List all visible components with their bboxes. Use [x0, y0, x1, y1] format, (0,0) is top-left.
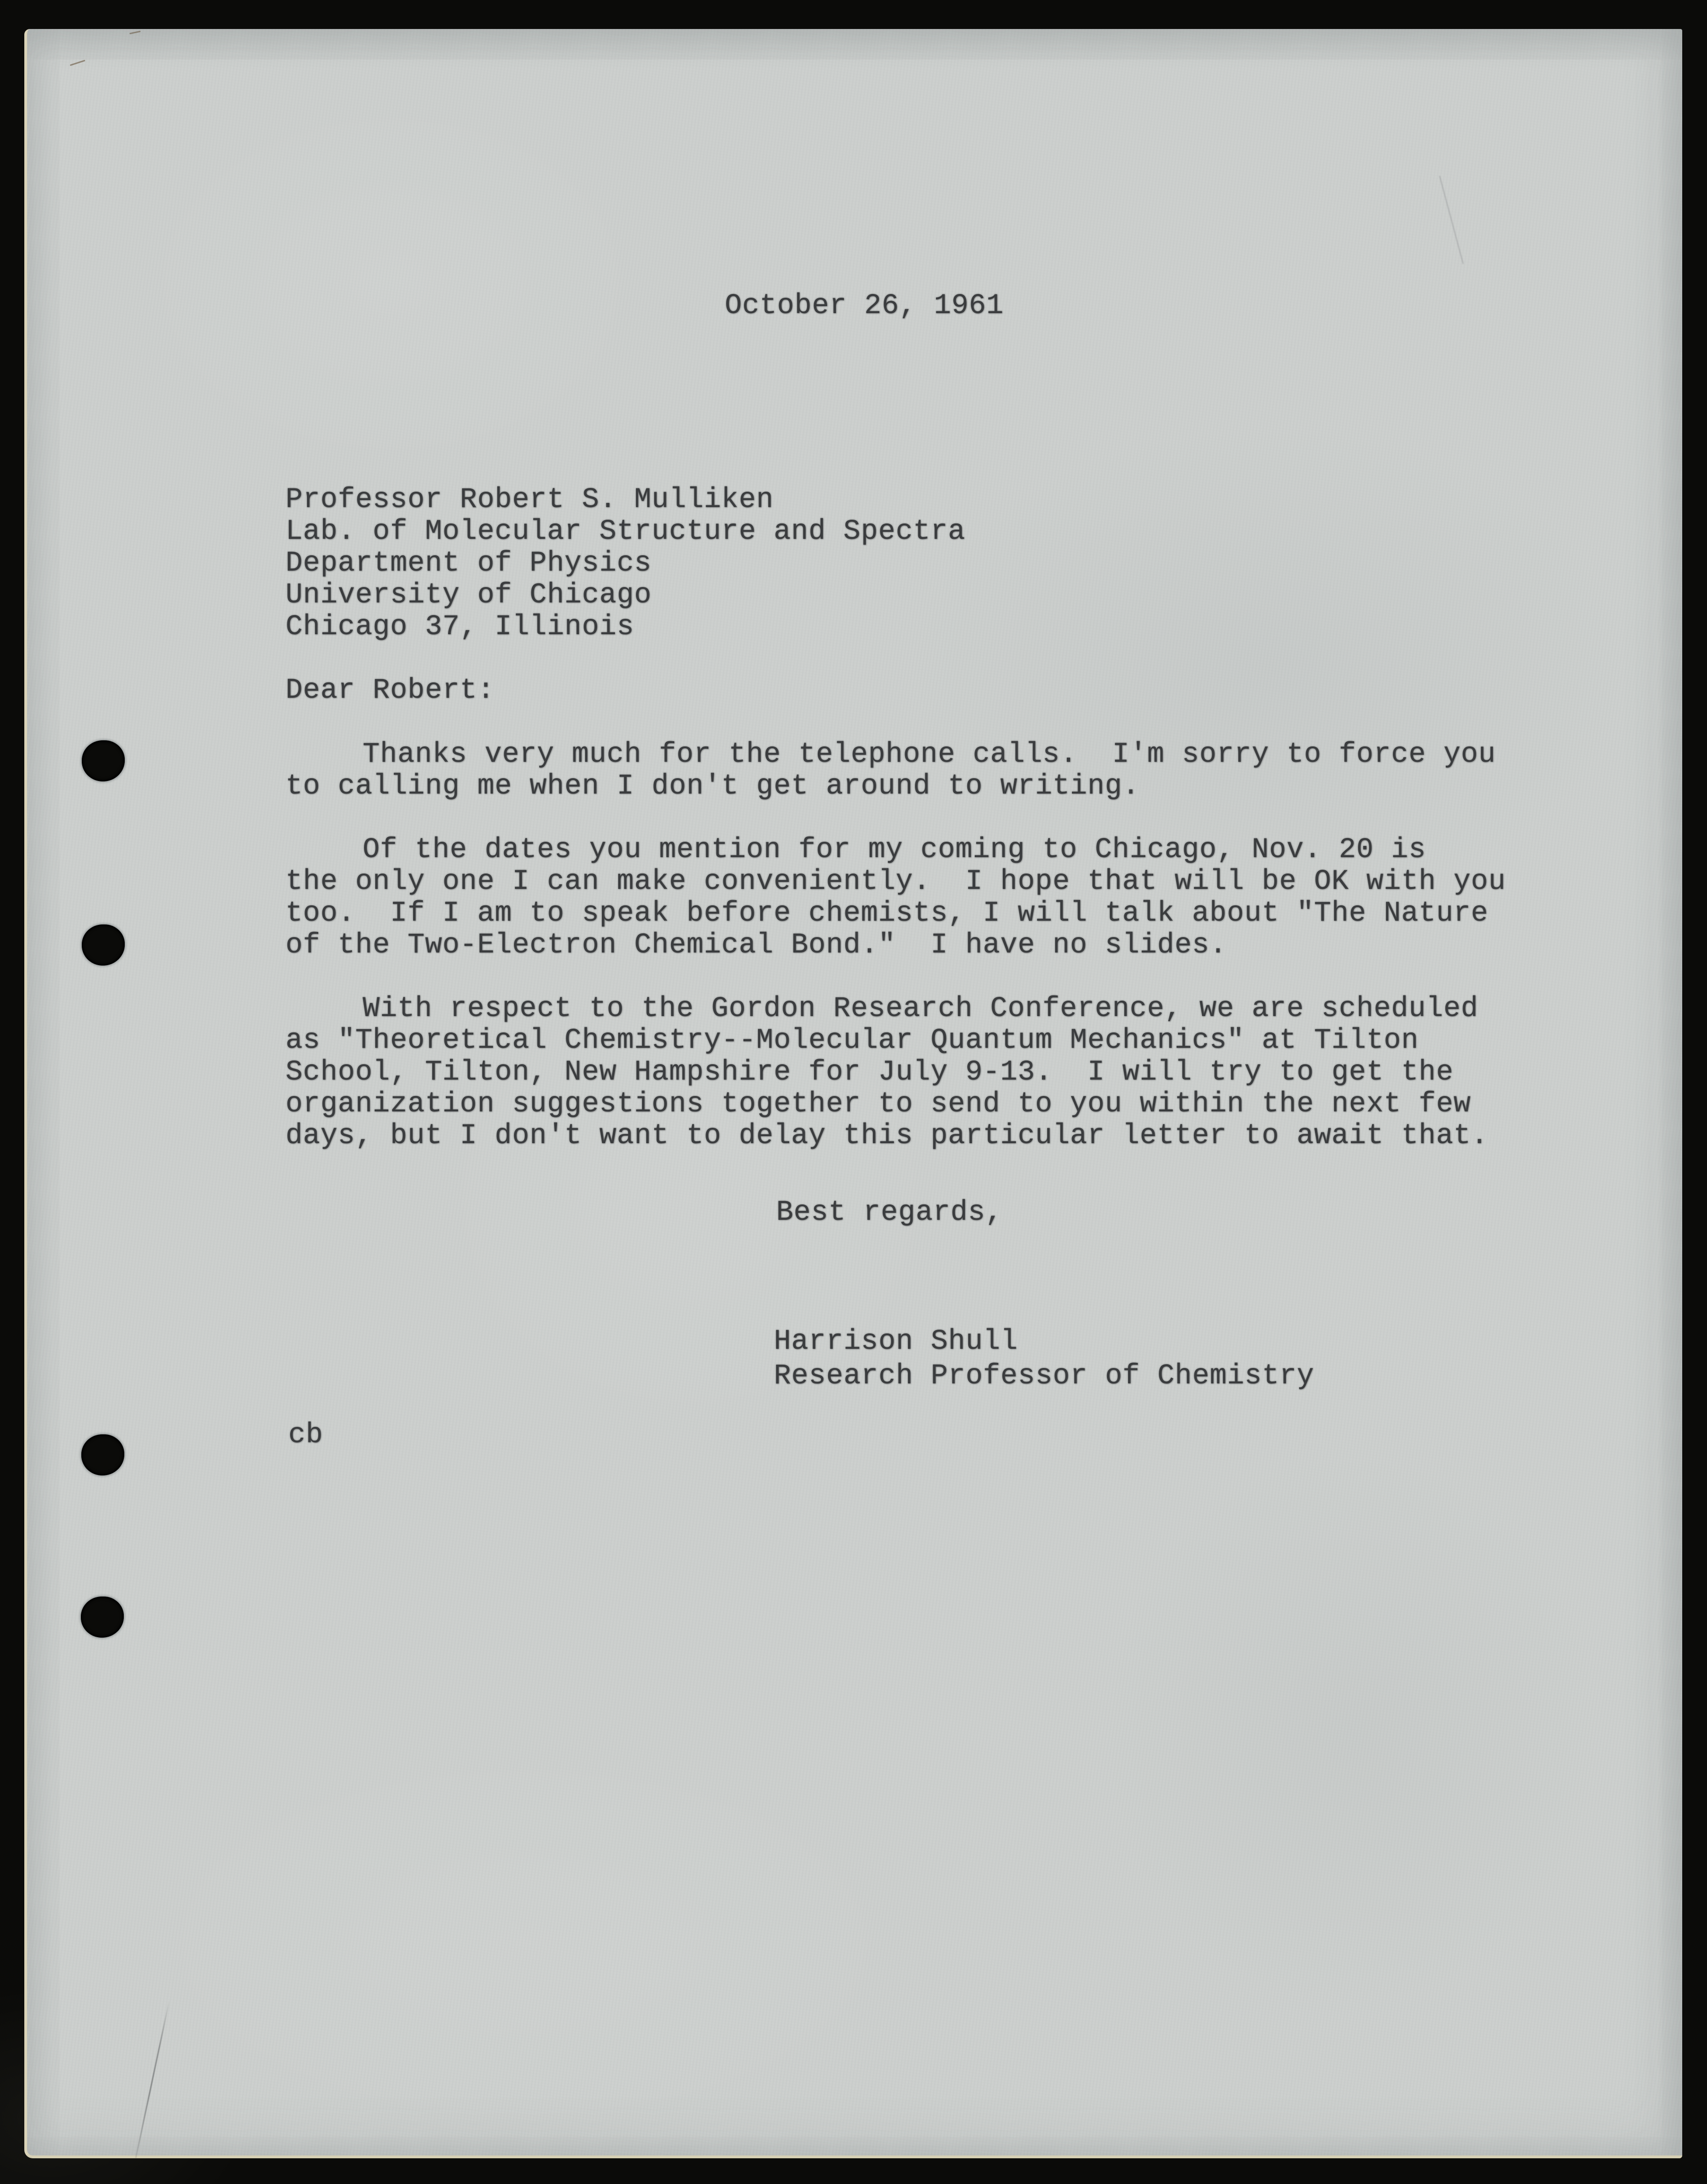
paragraph-line: With respect to the Gordon Research Conference, we are scheduled — [363, 993, 1478, 1025]
signature-block — [774, 1325, 1314, 1394]
paragraph-line: days, but I don't want to delay this particular letter to await that. — [286, 1120, 1489, 1152]
address-line: Department of Physics — [286, 547, 652, 580]
crease-mark-bottom-left — [135, 2000, 170, 2158]
paragraph-line: of the Two-Electron Chemical Bond." I have no slides. — [286, 929, 1227, 961]
crease-mark-top-right — [1439, 176, 1464, 264]
salutation-line: Dear Robert: — [286, 674, 495, 707]
paragraph-line: Of the dates you mention for my coming to Chicago, Nov. 20 is — [363, 834, 1426, 866]
paragraph-line: to calling me when I don't get around to writing. — [286, 770, 1140, 802]
closing-line: Best regards, — [776, 1196, 1003, 1229]
paper-fiber — [70, 60, 85, 66]
date-line: October 26, 1961 — [725, 290, 1004, 322]
address-line: Professor Robert S. Mulliken — [286, 484, 774, 516]
body-paragraph-2 — [286, 834, 1506, 961]
paragraph-line: the only one I can make conveniently. I hope that will be OK with you — [286, 866, 1506, 898]
paragraph-line: as "Theoretical Chemistry--Molecular Quantum Mechanics" at Tilton — [286, 1024, 1419, 1057]
paragraph-line: School, Tilton, New Hampshire for July 9-13. I will try to get the — [286, 1056, 1454, 1088]
punch-hole-1 — [82, 740, 125, 781]
recipient-address-block — [286, 484, 965, 643]
punch-hole-3 — [81, 1434, 124, 1475]
body-paragraph-3 — [286, 993, 1488, 1152]
address-line: University of Chicago — [286, 579, 652, 611]
punch-hole-4 — [81, 1597, 124, 1638]
signature-name: Harrison Shull — [774, 1325, 1018, 1358]
address-line: Chicago 37, Illinois — [286, 611, 635, 643]
paper-fiber — [129, 31, 141, 35]
paragraph-line: too. If I am to speak before chemists, I will talk about "The Nature — [286, 897, 1489, 930]
paragraph-line: organization suggestions together to send to you within the next few — [286, 1088, 1471, 1120]
paragraph-line: Thanks very much for the telephone calls. I'm sorry to force you — [363, 738, 1496, 771]
signature-title: Research Professor of Chemistry — [774, 1360, 1314, 1392]
typist-initials: cb — [288, 1419, 323, 1451]
letter-paper — [24, 29, 1682, 2158]
punch-hole-2 — [82, 924, 125, 966]
body-paragraph-1 — [286, 739, 1496, 802]
address-line: Lab. of Molecular Structure and Spectra — [286, 516, 965, 548]
